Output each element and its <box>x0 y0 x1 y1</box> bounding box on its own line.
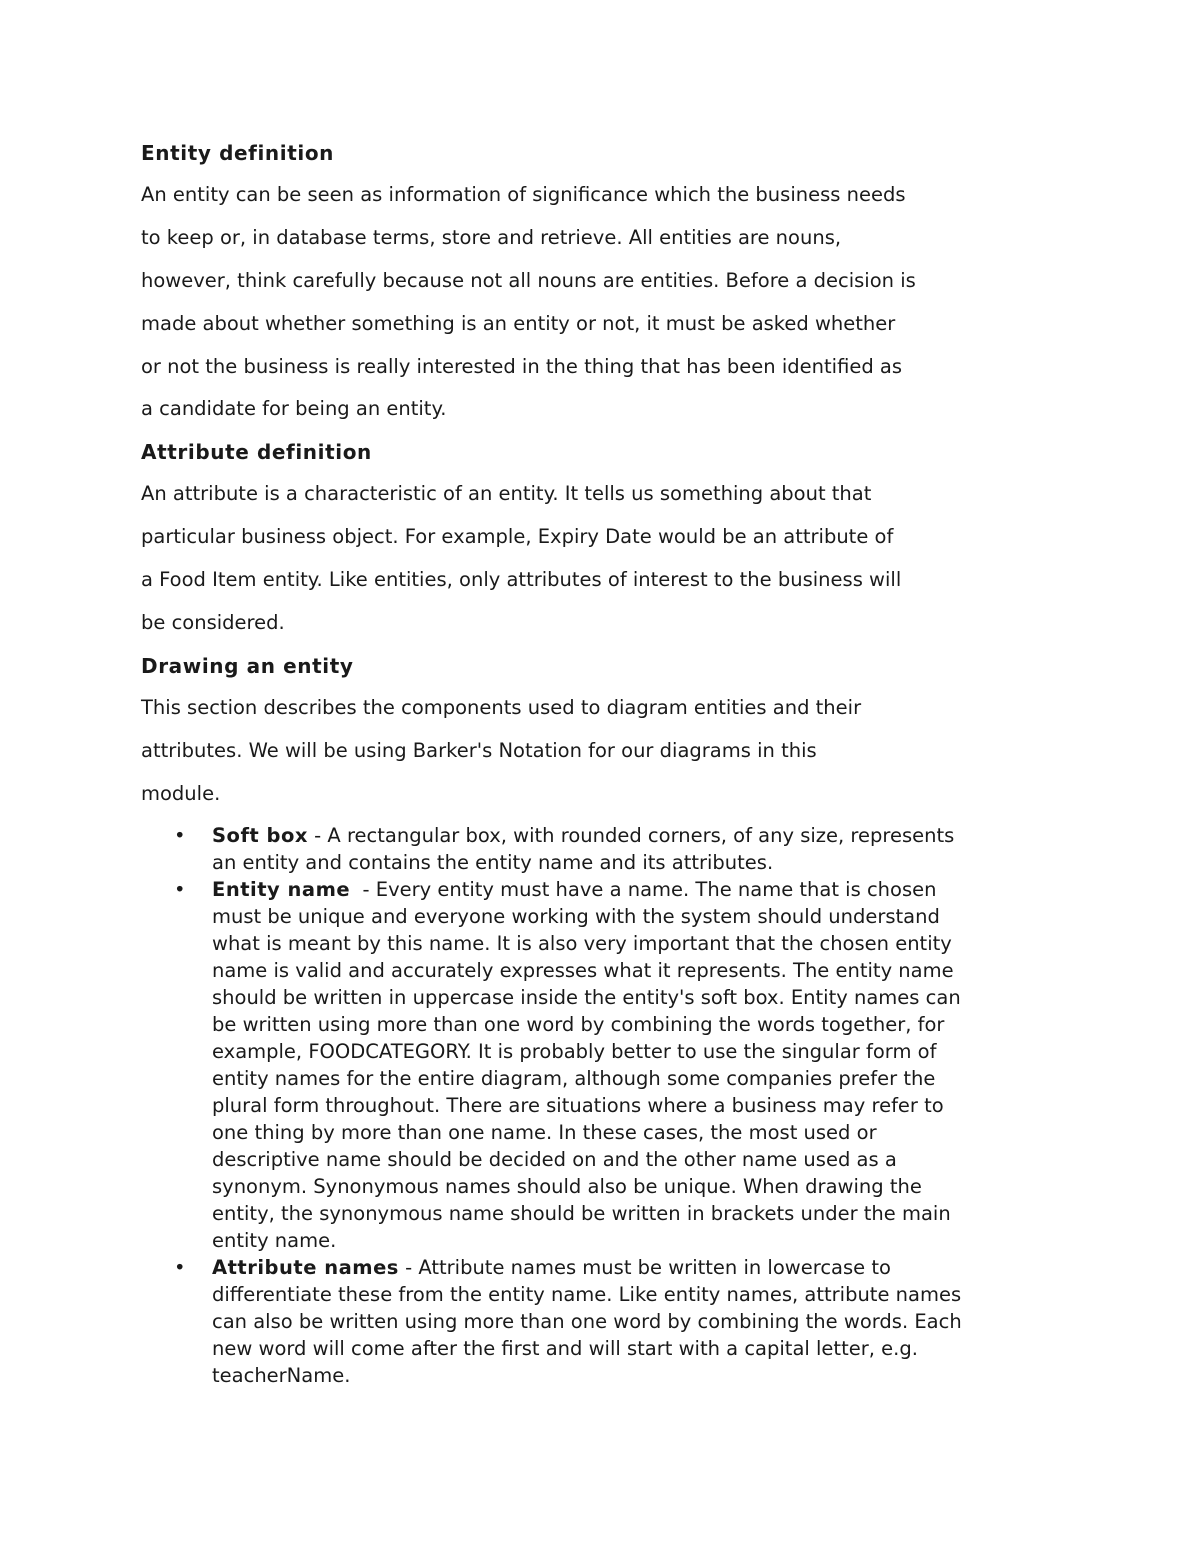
bullet-term: Entity name <box>212 877 351 901</box>
bullet-line: name is valid and accurately expresses what it represents. The entity name <box>212 958 954 982</box>
paragraph-line: made about whether something is an entity or not, it must be asked whether <box>141 311 896 335</box>
paragraph-line: An attribute is a characteristic of an entity. It tells us something about that <box>141 482 872 506</box>
paragraph-line: be considered. <box>141 611 285 635</box>
paragraph-line: a Food Item entity. Like entities, only attributes of interest to the business will <box>141 568 902 592</box>
bullet-line <box>212 876 1046 903</box>
bullet-line: example, FOODCATEGORY. It is probably better to use the singular form of <box>212 1039 937 1063</box>
document-page <box>141 138 1046 1389</box>
bullet-line: descriptive name should be decided on and the other name used as a <box>212 1147 897 1171</box>
bullet-line: be written using more than one word by combining the words together, for <box>212 1012 945 1036</box>
bullet-line: an entity and contains the entity name and its attributes. <box>212 850 774 874</box>
bullet-line: one thing by more than one name. In these cases, the most used or <box>212 1120 877 1144</box>
bullet-line <box>212 1254 1046 1281</box>
section-attribute-definition <box>141 437 1046 638</box>
bullet-line: entity name. <box>212 1228 337 1252</box>
bullet-line: plural form throughout. There are situations where a business may refer to <box>212 1093 944 1117</box>
section-entity-definition <box>141 138 1046 424</box>
bullet-line: new word will come after the first and will start with a capital letter, e.g. <box>212 1336 918 1360</box>
bullet-item-attribute-names <box>141 1254 1046 1389</box>
section-heading: Entity definition <box>141 141 335 165</box>
bullet-item-entity-name <box>141 876 1046 1254</box>
bullet-line: synonym. Synonymous names should also be unique. When drawing the <box>212 1174 922 1198</box>
paragraph-line: This section describes the components used to diagram entities and their <box>141 695 862 719</box>
paragraph-line: An entity can be seen as information of significance which the business needs <box>141 183 906 206</box>
section-heading: Drawing an entity <box>141 653 354 678</box>
bullet-term: Soft box <box>212 823 308 847</box>
paragraph-line: particular business object. For example, Expiry Date would be an attribute of <box>141 525 894 549</box>
bullet-term: Attribute names <box>212 1255 399 1279</box>
bullet-item-soft-box <box>141 822 1046 876</box>
bullet-line: what is meant by this name. It is also very important that the chosen entity <box>212 931 952 955</box>
bullet-line: entity, the synonymous name should be written in brackets under the main <box>212 1201 951 1225</box>
bullet-text: - Every entity must have a name. The name that is chosen <box>350 877 937 901</box>
bullet-text: - A rectangular box, with rounded corners, of any size, represents <box>307 823 955 847</box>
bullet-line <box>212 822 1046 849</box>
bullet-text: - Attribute names must be written in lowercase to <box>398 1255 891 1279</box>
bullet-marker: • <box>174 823 186 847</box>
bullet-list <box>141 822 1046 1389</box>
bullet-line: teacherName. <box>212 1363 351 1387</box>
paragraph-line: a candidate for being an entity. <box>141 397 447 421</box>
bullet-line: differentiate these from the entity name. Like entity names, attribute names <box>212 1282 962 1306</box>
section-heading: Attribute definition <box>141 440 372 465</box>
bullet-line: should be written in uppercase inside the entity's soft box. Entity names can <box>212 985 961 1009</box>
bullet-marker: • <box>174 877 186 901</box>
bullet-marker: • <box>174 1255 186 1279</box>
paragraph-line: to keep or, in database terms, store and retrieve. All entities are nouns, <box>141 225 842 249</box>
paragraph-line: module. <box>141 781 221 805</box>
paragraph-line: or not the business is really interested in the thing that has been identified as <box>141 354 903 378</box>
paragraph-line: attributes. We will be using Barker's Notation for our diagrams in this <box>141 738 817 762</box>
paragraph-line: however, think carefully because not all nouns are entities. Before a decision is <box>141 268 916 292</box>
section-drawing-an-entity <box>141 651 1046 809</box>
bullet-line: can also be written using more than one word by combining the words. Each <box>212 1309 962 1333</box>
bullet-line: entity names for the entire diagram, although some companies prefer the <box>212 1066 936 1090</box>
bullet-line: must be unique and everyone working with the system should understand <box>212 904 940 928</box>
